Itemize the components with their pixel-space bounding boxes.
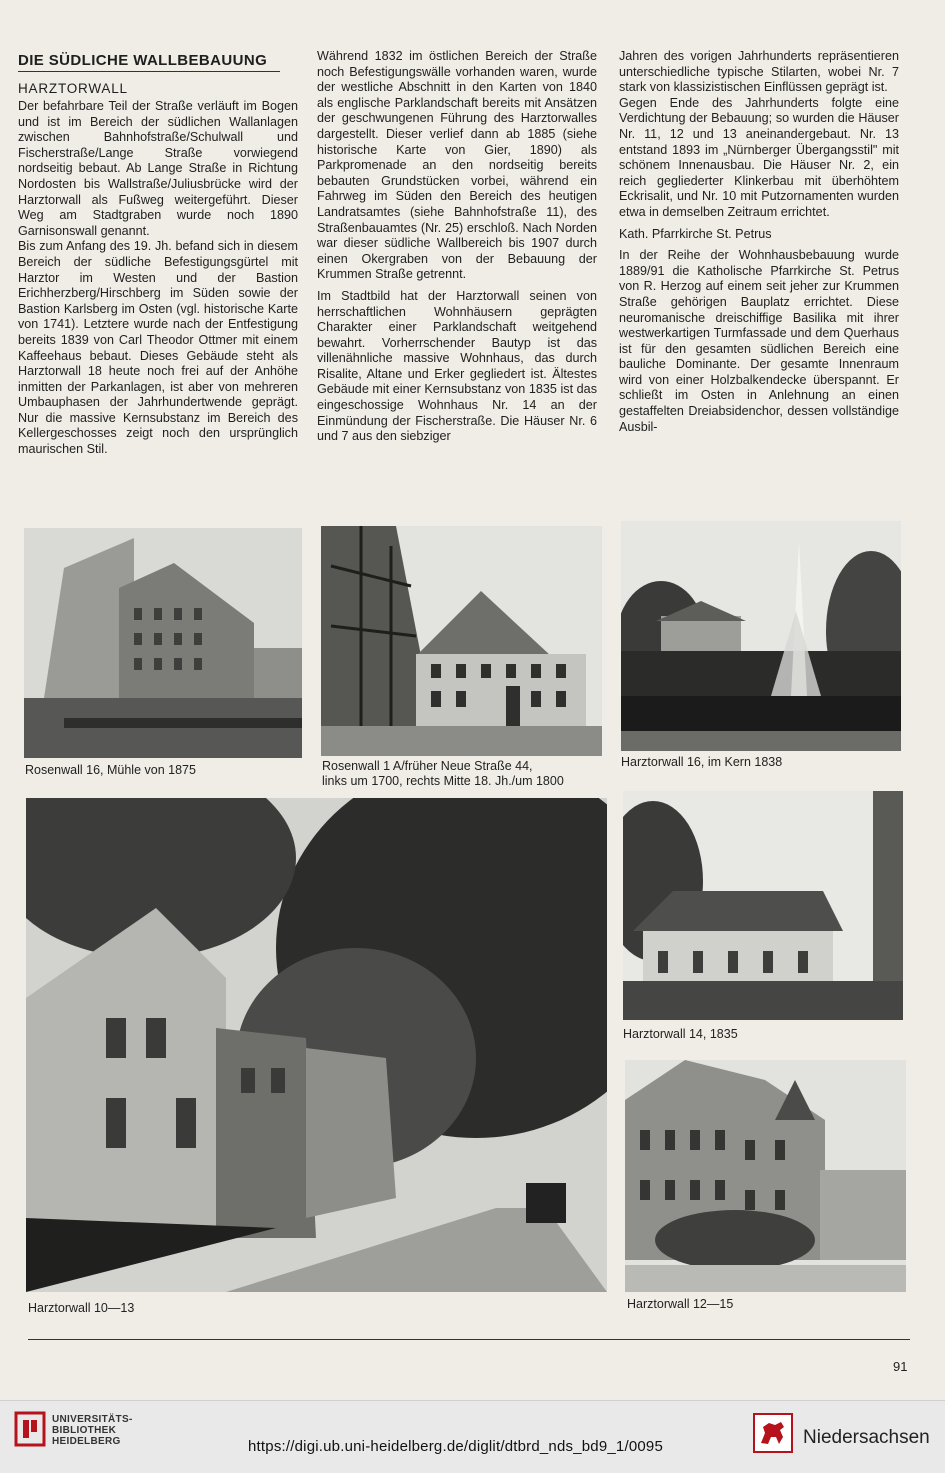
library-line: UNIVERSITÄTS- <box>52 1414 133 1425</box>
photo-rosenwall-houses <box>321 526 602 756</box>
photo-mill <box>24 528 302 758</box>
paragraph: Während 1832 im östlichen Bereich der Straße noch Befestigungswälle vorhanden waren, wurde der westliche Abschnitt in den Karten von 1840 als englische Parklandschaft bereits mit Ansätzen der geschwungenen Führung des Harztorwalles dargestellt. Dieser verlief dann ab 1885 (siehe historische Karte von Gier, 1890) als Parkpromenade an den nordseitig bereits bebauten Grundstücken vorbei, während ein Fahrweg im Süden den Bereich des heutigen Landratsamtes (siehe Bahnhofstraße 11), des Straßenbauamtes (Nr. 25) erschloß. Nach Norden war dieser südliche Wallbereich bis 1907 durch einen Okergraben von der Bebauung der Krummen Straße getrennt. <box>317 49 597 282</box>
text-column-1 <box>18 99 298 458</box>
footer-rule <box>28 1339 910 1340</box>
caption-line: Rosenwall 1 A/früher Neue Straße 44, <box>322 759 533 773</box>
photo-harztorwall-street <box>26 798 607 1292</box>
permalink-url[interactable]: https://digi.ub.uni-heidelberg.de/diglit/dtbrd_nds_bd9_1/0095 <box>248 1438 664 1455</box>
paragraph-heading: Kath. Pfarrkirche St. Petrus <box>619 226 772 241</box>
paragraph: In der Reihe der Wohnhausbebauung wurde 1889/91 die Katholische Pfarrkirche St. Petrus von R. Herzog auf einem seit jeher zur Krummen Straße gehörigen Bauplatz errichtet. Diese neuromanische dreischiffige Basilika mit ihrer westwerkartigen Turmfassade und dem Querhaus ist für den gesamten südlichen Bereich eine bauliche Dominante. Der gesamte Innenraum wird von einer Holzbalkendecke überspannt. Er schließt im Osten in Anlehnung an einen gestaffelten Dreiabsidenchor, dessen vollständige Ausbil- <box>619 248 899 434</box>
paragraph: Jahren des vorigen Jahrhunderts repräsentieren unterschiedliche typische Stilarten, wobei Nr. 7 stark von klassizistischen Einflüssen geprägt ist. <box>619 49 899 95</box>
university-logo-icon[interactable] <box>14 1411 46 1447</box>
page-number: 91 <box>893 1359 908 1374</box>
subsection-heading: HARZTORWALL <box>18 81 128 96</box>
state-name: Niedersachsen <box>803 1427 930 1448</box>
library-name[interactable] <box>52 1414 133 1447</box>
text-column-3 <box>619 49 899 435</box>
photo-caption: Harztorwall 10—13 <box>28 1301 135 1315</box>
paragraph: Der befahrbare Teil der Straße verläuft im Bogen und ist im Bereich der südlichen Wallanlagen zwischen Bahnhofstraße/Schulwall und Fischerstraße/Lange Straße vorwiegend nordseitig bebaut. Ab Lange Straße in Richtung Nordosten bis Wallstraße/Juliusbrücke wird der Harztorwall als Fußweg weitergeführt. Dieser Weg am Stadtgraben wurde noch 1890 Garnisonswall genannt. <box>18 99 298 238</box>
niedersachsen-horse-icon <box>753 1413 793 1453</box>
library-line: HEIDELBERG <box>52 1436 121 1447</box>
photo-caption: Rosenwall 16, Mühle von 1875 <box>25 763 196 777</box>
photo-harztorwall-12-15 <box>625 1060 906 1292</box>
photo-caption <box>322 759 564 789</box>
photo-caption: Harztorwall 12—15 <box>627 1297 734 1311</box>
library-line: BIBLIOTHEK <box>52 1425 117 1436</box>
caption-line: links um 1700, rechts Mitte 18. Jh./um 1800 <box>322 774 564 788</box>
photo-harztorwall-14 <box>623 791 903 1020</box>
paragraph: Im Stadtbild hat der Harztorwall seinen von herrschaftlichen Wohnhäusern geprägten Charakter einer Parklandschaft weitgehend bewahrt. Vorherrschender Bautyp ist das villenähnliche massive Wohnhaus, das durch Risalite, Altane und Erker gegliedert ist. Ältestes Gebäude mit einer Kernsubstanz von 1835 ist das eingeschossige Wohnhaus Nr. 14 an der Einmündung der Fischerstraße. Die Häuser Nr. 6 und 7 aus den siebziger <box>317 288 597 444</box>
paragraph: Gegen Ende des Jahrhunderts folgte eine Verdichtung der Bebauung; so wurden die Häuser Nr. 11, 12 und 13 aneinandergebaut. Nr. 13 entstand 1893 im „Nürnberger Übergangsstil" mit schönem Innenausbau. Die Häuser Nr. 2, ein reich gegliederter Klinkerbau mit überhöhtem Eckrisalit, und Nr. 10 mit Putzornamenten wurden etwa in demselben Zeitraum errichtet. <box>619 95 899 219</box>
section-heading: DIE SÜDLICHE WALLBEBAUUNG <box>18 52 280 72</box>
photo-caption: Harztorwall 14, 1835 <box>623 1027 738 1041</box>
text-column-2 <box>317 49 597 445</box>
paragraph: Bis zum Anfang des 19. Jh. befand sich in diesem Bereich der südliche Befestigungsgürtel mit Harztor im Westen und der Bastion Erichherzberg/Hirschberg im Süden sowie der Bastion Karlsberg im Osten (vgl. historische Karte von 1741). Letztere wurde nach der Entfestigung bereits 1839 von Carl Theodor Ottmer mit einem Kaffeehaus bebaut. Dieses Gebäude steht als Harztorwall 18 heute noch frei auf der Anhöhe inmitten der Parkanlagen, ist aber von mehreren Umbauphasen der Jahrhundertwende geprägt. Nur die massive Kernsubstanz im Bereich des Kellergeschosses zeigt noch den ursprünglich maurischen Stil. <box>18 239 298 457</box>
photo-caption: Harztorwall 16, im Kern 1838 <box>621 755 783 769</box>
photo-fountain-pond <box>621 521 901 751</box>
